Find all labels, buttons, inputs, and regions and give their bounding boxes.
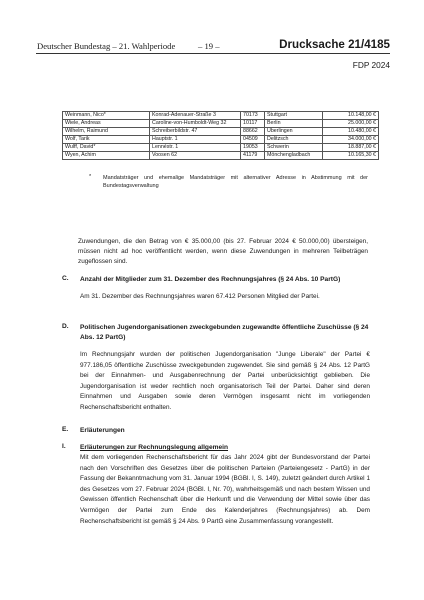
- donor-city-cell: Überlingen: [265, 128, 323, 136]
- donor-amount-cell: 18.887,00 €: [323, 144, 379, 152]
- donor-street-cell: Voosen 62: [150, 152, 241, 160]
- section-i-number: I.: [62, 443, 66, 450]
- donor-city-cell: Schwerin: [265, 144, 323, 152]
- donor-amount-cell: 10.148,00 €: [323, 112, 379, 120]
- donor-row: [63, 136, 379, 144]
- donor-street-cell: Konrad-Adenauer-Straße 3: [150, 112, 241, 120]
- donor-row: [63, 120, 379, 128]
- donor-street-cell: Caroline-von-Humboldt-Weg 32: [150, 120, 241, 128]
- party-year-label: FDP 2024: [352, 60, 390, 70]
- donor-amount-cell: 34.000,00 €: [323, 136, 379, 144]
- document-number: [279, 38, 390, 51]
- section-d-text: Im Rechnungsjahr wurden der politischen Jugendorganisation "Junge Liberale" der Partei € 977.186,05 öffentliche Zuschüsse zweckgebunden zugewendet. Sie sind gemäß § 24 Abs. 12 PartG bei der Einnahmen- und Ausgabenrechnung der Partei unberücksichtigt geblieben. Die Jugendorganisation ist weder rechtlich noch organisatorisch Teil der Partei. Daher sind deren Einnahmen und Ausgaben sowie deren Vermögen insgesamt nicht im vorliegenden Rechenschaftsbericht enthalten.: [80, 351, 370, 411]
- donor-city-cell: Berlin: [265, 120, 323, 128]
- donor-zip-cell: 41179: [241, 152, 265, 160]
- donor-zip-cell: 10117: [241, 120, 265, 128]
- section-c-heading: Anzahl der Mitglieder zum 31. Dezember des Rechnungsjahres (§ 24 Abs. 10 PartG): [80, 276, 341, 283]
- donor-city-cell: Delitzsch: [265, 136, 323, 144]
- donor-name-cell: Weinmann, Nico*: [63, 112, 150, 120]
- donor-table: [62, 111, 379, 160]
- donor-street-cell: Lennéstr. 1: [150, 144, 241, 152]
- donor-amount-cell: 25.000,00 €: [323, 120, 379, 128]
- donor-city-cell: Stuttgart: [265, 112, 323, 120]
- donor-amount-cell: 10.165,30 €: [323, 152, 379, 160]
- donor-city-cell: Mönchengladbach: [265, 152, 323, 160]
- donor-row: [63, 144, 379, 152]
- donor-row: [63, 112, 379, 120]
- document-label: Drucksache 21/: [279, 38, 365, 51]
- donor-zip-cell: 88662: [241, 128, 265, 136]
- running-header-left: Deutscher Bundestag – 21. Wahlperiode: [37, 41, 176, 51]
- donor-row: [63, 152, 379, 160]
- section-d-heading: Politischen Jugendorganisationen zweckgebunden zugewandte öffentliche Zuschüsse (§ 24 Abs. 12 PartG): [80, 324, 369, 341]
- donor-table-body: [63, 112, 379, 160]
- donor-name-cell: Wyen, Achim: [63, 152, 150, 160]
- donor-amount-cell: 10.480,00 €: [323, 128, 379, 136]
- page-number: – 19 –: [198, 41, 220, 51]
- section-e-number: E.: [62, 426, 69, 433]
- donor-name-cell: Wiele, Andreas: [63, 120, 150, 128]
- continuation-paragraph: Zuwendungen, die den Betrag von € 35.000,00 (bis 27. Februar 2024 € 50.000,00) übersteigen, müssen nicht ad hoc veröffentlicht werden, wenn diese Zuwendungen in mehreren Teilbeträgen zugeflossen sind.: [78, 238, 368, 265]
- donor-zip-cell: 19053: [241, 144, 265, 152]
- footnote-text: Mandatsträger und ehemalige Mandatsträger mit alternativer Adresse in Abstimmung mit der Bundestagsverwaltung: [103, 175, 368, 189]
- section-e-heading: Erläuterungen: [80, 427, 125, 434]
- donor-street-cell: Schreiberbildstr. 47: [150, 128, 241, 136]
- donor-row: [63, 128, 379, 136]
- section-i-text: Mit dem vorliegenden Rechenschaftsbericht für das Jahr 2024 gibt der Bundesvorstand der Partei nach den Vorschriften des Gesetzes über die politischen Parteien (Parteiengesetz - PartG) in der Fassung der Bekanntmachung vom 31. Januar 1994 (BGBl. I, S. 149), zuletzt geändert durch Artikel 1 des Gesetzes vom 27. Februar 2024 (BGBl. I, Nr. 70), wahrheitsgemäß und nach bestem Wissen und Gewissen öffentlich Rechenschaft über die Herkunft und die Verwendung der Mittel sowie über das Vermögen der Partei zum Ende des Kalenderjahres (Rechnungsjahres) ab. Dem Rechenschaftsbericht ist gemäß § 24 Abs. 9 PartG eine Zusammenfassung vorangestellt.: [80, 454, 370, 525]
- donor-name-cell: Wilhelm, Raimund: [63, 128, 150, 136]
- header-rule: [36, 53, 390, 54]
- section-c-text: Am 31. Dezember des Rechnungsjahres waren 67.412 Personen Mitglied der Partei.: [80, 293, 320, 300]
- section-i-heading: Erläuterungen zur Rechnungslegung allgemein: [80, 444, 229, 451]
- donor-name-cell: Wulff, David*: [63, 144, 150, 152]
- document-number-value: 4185: [364, 38, 390, 51]
- footnote-marker: *: [89, 174, 92, 180]
- donor-zip-cell: 04509: [241, 136, 265, 144]
- donor-zip-cell: 70173: [241, 112, 265, 120]
- donor-name-cell: Wolf, Tarik: [63, 136, 150, 144]
- section-c-number: C.: [62, 275, 69, 282]
- section-d-number: D.: [62, 323, 69, 330]
- donor-street-cell: Hauptstr. 1: [150, 136, 241, 144]
